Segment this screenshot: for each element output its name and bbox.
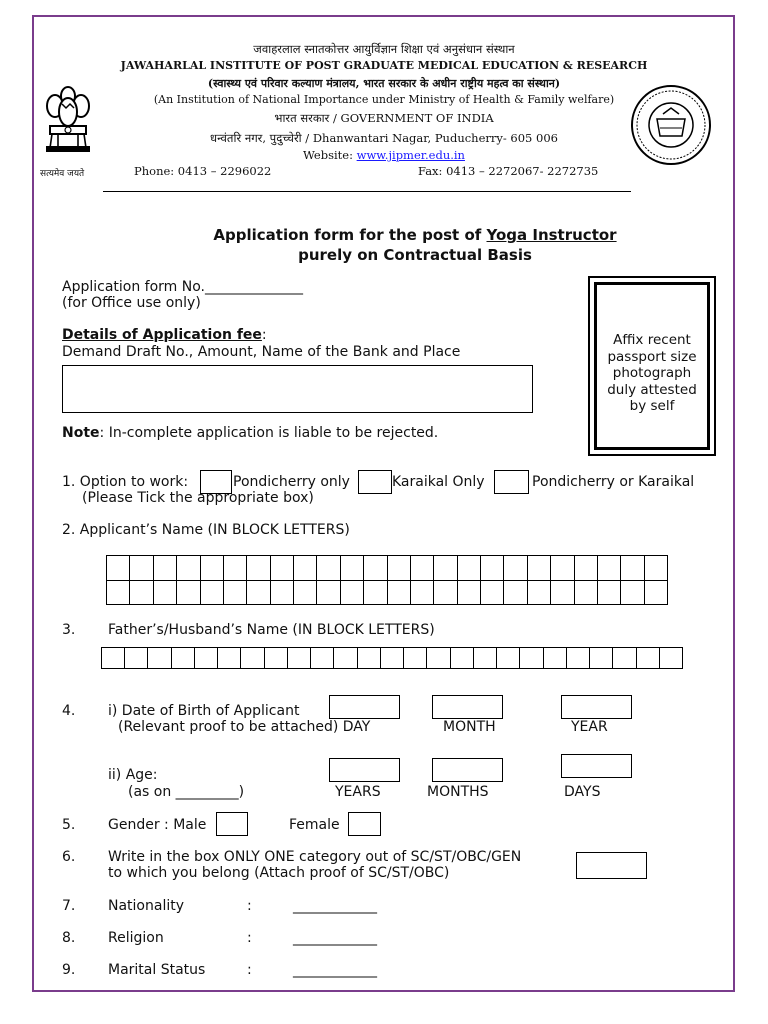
category-field[interactable] xyxy=(576,852,647,879)
age-months-field[interactable] xyxy=(432,758,503,782)
note-line xyxy=(62,425,438,441)
father-husband-name-grid[interactable] xyxy=(101,647,683,669)
age-years-field[interactable] xyxy=(329,758,400,782)
dob-label: i) Date of Birth of Applicant xyxy=(108,703,300,719)
q7-number: 7. xyxy=(62,898,76,914)
q9-number: 9. xyxy=(62,962,76,978)
dob-year-label: YEAR xyxy=(571,719,608,735)
gender-label: Gender : Male xyxy=(108,817,207,833)
photo-box[interactable] xyxy=(588,276,716,456)
religion-label: Religion xyxy=(108,930,164,946)
q4-number: 4. xyxy=(62,703,76,719)
dob-day-field[interactable] xyxy=(329,695,400,719)
website-link[interactable]: www.jipmer.edu.in xyxy=(356,148,465,162)
gender-female-label: Female xyxy=(289,817,340,833)
marital-status-colon: : xyxy=(247,962,252,978)
nationality-label: Nationality xyxy=(108,898,185,914)
karaikal-only-label: Karaikal Only xyxy=(392,474,485,490)
government-line: भारत सरकार / GOVERNMENT OF INDIA xyxy=(274,111,494,125)
category-line2: to which you belong (Attach proof of SC/ST/OBC) xyxy=(108,865,450,881)
address-line: धन्वंतरि नगर, पुदुच्चेरी / Dhanwantari Nagar, Puducherry- 605 006 xyxy=(210,131,558,145)
dob-hint: (Relevant proof to be attached) DAY xyxy=(118,719,371,735)
q1-label: 1. Option to work: xyxy=(62,474,189,490)
fax-number: Fax: 0413 – 2272067- 2272735 xyxy=(418,164,599,178)
religion-field[interactable]: ____________ xyxy=(293,930,377,946)
fee-details-field[interactable] xyxy=(62,365,533,413)
post-name: Yoga Instructor xyxy=(486,226,617,244)
office-use-note: (for Office use only) xyxy=(62,295,201,311)
phone-number: Phone: 0413 – 2296022 xyxy=(134,164,272,178)
age-days-label: DAYS xyxy=(564,784,601,800)
q3-label: Father’s/Husband’s Name (IN BLOCK LETTERS) xyxy=(108,622,435,638)
pondicherry-or-karaikal-checkbox[interactable] xyxy=(494,470,529,494)
q3-number: 3. xyxy=(62,622,76,638)
institute-name-english: JAWAHARLAL INSTITUTE OF POST GRADUATE MEDICAL EDUCATION & RESEARCH xyxy=(120,59,648,72)
age-months-label: MONTHS xyxy=(427,784,489,800)
institute-name-hindi: जवाहरलाल स्नातकोत्तर आयुर्विज्ञान शिक्षा एवं अनुसंधान संस्थान xyxy=(253,42,515,56)
age-years-label: YEARS xyxy=(335,784,381,800)
fee-heading-text: Details of Application fee xyxy=(62,327,262,343)
photo-instruction: Affix recent passport size photograph duly attested by self xyxy=(607,332,697,414)
form-title-line2: purely on Contractual Basis xyxy=(298,246,532,264)
dob-month-label: MONTH xyxy=(443,719,496,735)
title-prefix: Application form for the post of xyxy=(213,226,487,244)
marital-status-field[interactable]: ____________ xyxy=(293,962,377,978)
dob-year-field[interactable] xyxy=(561,695,632,719)
note-text: : In-complete application is liable to be rejected. xyxy=(99,425,439,441)
pondicherry-or-karaikal-label: Pondicherry or Karaikal xyxy=(532,474,695,490)
institute-subtitle-english: (An Institution of National Importance under Ministry of Health & Family welfare) xyxy=(153,93,615,106)
gender-female-checkbox[interactable] xyxy=(348,812,381,836)
note-label: Note xyxy=(62,425,100,441)
q8-number: 8. xyxy=(62,930,76,946)
q2-label: 2. Applicant’s Name (IN BLOCK LETTERS) xyxy=(62,522,350,538)
fee-description: Demand Draft No., Amount, Name of the Bank and Place xyxy=(62,344,461,360)
age-label: ii) Age: xyxy=(108,767,158,783)
website-label: Website: xyxy=(303,148,353,162)
applicant-name-grid[interactable] xyxy=(106,555,668,605)
emblem-motto: सत्यमेव जयते xyxy=(40,169,85,179)
marital-status-label: Marital Status xyxy=(108,962,206,978)
institute-subtitle-hindi: (स्वास्थ्य एवं परिवार कल्याण मंत्रालय, भारत सरकार के अधीन राष्ट्रीय महत्व का संस्थान) xyxy=(207,77,561,90)
header-divider xyxy=(103,191,631,192)
age-days-field[interactable] xyxy=(561,754,632,778)
category-line1: Write in the box ONLY ONE category out of SC/ST/OBC/GEN xyxy=(108,849,522,865)
form-title-line1 xyxy=(0,226,768,244)
q5-number: 5. xyxy=(62,817,76,833)
gender-male-checkbox[interactable] xyxy=(216,812,248,836)
age-hint: (as on _________) xyxy=(128,784,245,800)
karaikal-only-checkbox[interactable] xyxy=(358,470,392,494)
religion-colon: : xyxy=(247,930,252,946)
q1-hint: (Please Tick the appropriate box) xyxy=(82,490,314,506)
dob-month-field[interactable] xyxy=(432,695,503,719)
nationality-colon: : xyxy=(247,898,252,914)
website-line xyxy=(0,148,768,162)
fee-heading xyxy=(62,327,267,343)
q6-number: 6. xyxy=(62,849,76,865)
fee-heading-colon: : xyxy=(261,327,267,343)
nationality-field[interactable]: ____________ xyxy=(293,898,377,914)
pondicherry-only-label: Pondicherry only xyxy=(233,474,350,490)
application-form-number: Application form No.______________ xyxy=(62,279,304,295)
